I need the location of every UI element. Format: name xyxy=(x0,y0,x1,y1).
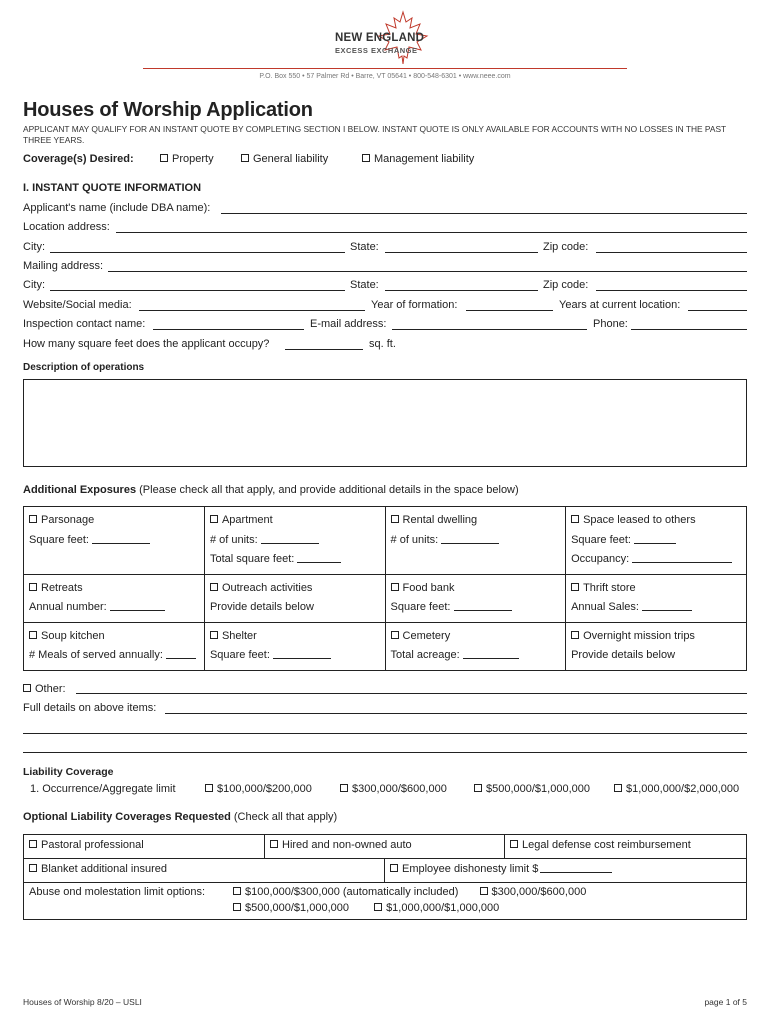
year-formation-label: Year of formation: xyxy=(371,299,458,311)
checkbox-icon xyxy=(474,784,482,792)
checkbox-icon xyxy=(210,515,218,523)
shelter-sqft-field[interactable] xyxy=(273,648,331,659)
coverage-management-liability-checkbox[interactable]: Management liability xyxy=(362,153,474,165)
phone-label: Phone: xyxy=(593,318,628,330)
outreach-checkbox[interactable]: Outreach activities xyxy=(210,579,380,599)
applicant-name-field[interactable] xyxy=(221,213,747,214)
checkbox-icon xyxy=(340,784,348,792)
retreats-checkbox[interactable]: Retreats xyxy=(29,579,199,599)
food-bank-sqft-field[interactable] xyxy=(454,600,512,611)
exposures-heading: Additional Exposures (Please check all that apply, and provide additional details in the space below) xyxy=(23,484,519,496)
liability-title: Liability Coverage xyxy=(23,766,114,778)
abuse-300k-checkbox[interactable]: $300,000/$600,000 xyxy=(480,886,587,898)
apartment-checkbox[interactable]: Apartment xyxy=(210,511,380,531)
logo-line2: EXCESS EXCHANGE xyxy=(335,46,418,55)
checkbox-icon xyxy=(233,903,241,911)
rental-units-label: # of units: xyxy=(390,533,439,546)
section1-title: I. INSTANT QUOTE INFORMATION xyxy=(23,182,202,194)
acreage-label: Total acreage: xyxy=(390,649,460,661)
thrift-store-checkbox[interactable]: Thrift store xyxy=(571,579,741,599)
limit-1m-checkbox[interactable]: $1,000,000/$2,000,000 xyxy=(614,783,739,795)
other-checkbox[interactable]: Other: xyxy=(23,683,66,695)
checkbox-icon xyxy=(29,583,37,591)
footer-page-number: page 1 of 5 xyxy=(704,997,747,1007)
zip-label: Zip code: xyxy=(543,241,589,253)
thrift-sales-label: Annual Sales: xyxy=(571,601,639,613)
checkbox-icon xyxy=(374,903,382,911)
checkbox-icon xyxy=(391,631,399,639)
limit-label: 1. Occurrence/Aggregate limit xyxy=(30,783,176,795)
sq-feet-field[interactable] xyxy=(285,349,363,350)
employee-dishonesty-field[interactable] xyxy=(540,862,612,873)
checkbox-icon xyxy=(241,154,249,162)
footer-form-id: Houses of Worship 8/20 – USLI xyxy=(23,997,142,1007)
employee-dishonesty-checkbox[interactable]: Employee dishonesty limit $ xyxy=(390,860,741,880)
checkbox-icon xyxy=(29,864,37,872)
parsonage-sqft-label: Square feet: xyxy=(29,533,89,546)
overnight-details-label: Provide details below xyxy=(571,649,676,661)
abuse-label: Abuse ond molestation limit options: xyxy=(29,886,206,898)
table-row xyxy=(24,507,747,575)
checkbox-icon xyxy=(480,887,488,895)
checkbox-icon xyxy=(362,154,370,162)
apartment-units-field[interactable] xyxy=(261,533,319,544)
exposures-table xyxy=(23,506,747,671)
shelter-checkbox[interactable]: Shelter xyxy=(210,627,380,647)
full-details-field-2[interactable] xyxy=(23,733,747,734)
other-field[interactable] xyxy=(76,693,747,694)
parsonage-checkbox[interactable]: Parsonage xyxy=(29,511,199,531)
mailing-city-field[interactable] xyxy=(50,290,345,291)
coverage-property-checkbox[interactable]: Property xyxy=(160,153,214,165)
checkbox-icon xyxy=(390,864,398,872)
outreach-details-label: Provide details below xyxy=(209,601,314,613)
checkbox-icon xyxy=(23,684,31,692)
apartment-units-label: # of units: xyxy=(209,533,258,546)
mailing-zip-field[interactable] xyxy=(596,290,747,291)
state-field[interactable] xyxy=(385,252,538,253)
soup-kitchen-checkbox[interactable]: Soup kitchen xyxy=(29,627,199,647)
rental-dwelling-checkbox[interactable]: Rental dwelling xyxy=(391,511,561,531)
table-row xyxy=(24,622,747,670)
checkbox-icon xyxy=(391,583,399,591)
table-row xyxy=(24,574,747,622)
checkbox-icon xyxy=(510,840,518,848)
inspection-contact-label: Inspection contact name: xyxy=(23,318,146,330)
checkbox-icon xyxy=(210,583,218,591)
checkbox-icon xyxy=(29,515,37,523)
email-label: E-mail address: xyxy=(310,318,387,330)
apartment-total-sqft-label: Total square feet: xyxy=(209,553,295,565)
sq-feet-question: How many square feet does the applicant occupy? xyxy=(23,338,270,350)
limit-100k-checkbox[interactable]: $100,000/$200,000 xyxy=(205,783,312,795)
limit-500k-checkbox[interactable]: $500,000/$1,000,000 xyxy=(474,783,590,795)
meals-field[interactable] xyxy=(166,648,196,659)
overnight-trips-checkbox[interactable]: Overnight mission trips xyxy=(571,627,741,647)
checkbox-icon xyxy=(571,515,579,523)
table-row xyxy=(24,835,747,859)
checkbox-icon xyxy=(160,154,168,162)
optional-heading: Optional Liability Coverages Requested (Check all that apply) xyxy=(23,811,338,823)
state-label: State: xyxy=(350,241,379,253)
checkbox-icon xyxy=(29,840,37,848)
year-formation-field[interactable] xyxy=(466,310,553,311)
abuse-1m-checkbox[interactable]: $1,000,000/$1,000,000 xyxy=(374,902,499,914)
blanket-insured-checkbox[interactable]: Blanket additional insured xyxy=(29,860,379,880)
rental-units-field[interactable] xyxy=(441,533,499,544)
coverage-general-liability-checkbox[interactable]: General liability xyxy=(241,153,328,165)
legal-defense-checkbox[interactable]: Legal defense cost reimbursement xyxy=(510,836,741,856)
sq-ft-unit: sq. ft. xyxy=(369,338,396,350)
food-bank-checkbox[interactable]: Food bank xyxy=(391,579,561,599)
years-location-label: Years at current location: xyxy=(559,299,681,311)
header-divider xyxy=(143,68,627,69)
intro-text: APPLICANT MAY QUALIFY FOR AN INSTANT QUOTE BY COMPLETING SECTION I BELOW. INSTANT QUOTE IS ONLY AVAILABLE FOR ACCOUNTS WITH NO LOSSES IN THE PAST THREE YEARS. xyxy=(23,124,727,145)
parsonage-sqft-field[interactable] xyxy=(92,533,150,544)
full-details-field-1[interactable] xyxy=(165,713,747,714)
email-field[interactable] xyxy=(392,329,587,330)
abuse-500k-checkbox[interactable]: $500,000/$1,000,000 xyxy=(233,902,349,914)
apartment-total-sqft-field[interactable] xyxy=(297,552,341,563)
location-address-field[interactable] xyxy=(116,232,747,233)
logo-line1: NEW ENGLAND xyxy=(335,32,425,44)
mailing-city-label: City: xyxy=(23,279,45,291)
optional-table xyxy=(23,834,747,920)
mailing-address-label: Mailing address: xyxy=(23,260,104,272)
location-address-label: Location address: xyxy=(23,221,110,233)
table-row xyxy=(24,859,747,883)
retreats-annual-field[interactable] xyxy=(110,600,165,611)
table-row xyxy=(24,883,747,920)
shelter-sqft-label: Square feet: xyxy=(209,649,270,661)
full-details-field-3[interactable] xyxy=(23,752,747,753)
abuse-100k-checkbox[interactable]: $100,000/$300,000 (automatically included) xyxy=(233,886,458,898)
thrift-sales-field[interactable] xyxy=(642,600,692,611)
cemetery-checkbox[interactable]: Cemetery xyxy=(391,627,561,647)
mailing-zip-label: Zip code: xyxy=(543,279,589,291)
acreage-field[interactable] xyxy=(463,648,519,659)
checkbox-icon xyxy=(233,887,241,895)
food-bank-sqft-label: Square feet: xyxy=(390,601,451,613)
full-details-label: Full details on above items: xyxy=(23,702,157,714)
space-leased-sqft-field[interactable] xyxy=(634,533,676,544)
checkbox-icon xyxy=(29,631,37,639)
mailing-state-field[interactable] xyxy=(385,290,538,291)
checkbox-icon xyxy=(205,784,213,792)
applicant-name-label: Applicant's name (include DBA name): xyxy=(23,202,211,214)
checkbox-icon xyxy=(571,631,579,639)
space-leased-checkbox[interactable]: Space leased to others xyxy=(571,511,741,531)
checkbox-icon xyxy=(614,784,622,792)
page-title: Houses of Worship Application xyxy=(23,99,313,121)
company-logo xyxy=(333,10,443,66)
hired-auto-checkbox[interactable]: Hired and non-owned auto xyxy=(270,836,499,856)
limit-300k-checkbox[interactable]: $300,000/$600,000 xyxy=(340,783,447,795)
checkbox-icon xyxy=(210,631,218,639)
space-leased-sqft-label: Square feet: xyxy=(571,533,631,546)
meals-label: # Meals of served annually: xyxy=(29,649,163,661)
checkbox-icon xyxy=(270,840,278,848)
occupancy-label: Occupancy: xyxy=(571,553,630,565)
zip-field[interactable] xyxy=(596,252,747,253)
phone-field[interactable] xyxy=(631,329,747,330)
checkbox-icon xyxy=(571,583,579,591)
inspection-contact-field[interactable] xyxy=(153,329,304,330)
mailing-address-field[interactable] xyxy=(108,271,747,272)
retreats-annual-label: Annual number: xyxy=(29,601,107,613)
coverage-label: Coverage(s) Desired: xyxy=(23,153,134,165)
website-field[interactable] xyxy=(139,310,365,311)
company-address: P.O. Box 550 • 57 Palmer Rd • Barre, VT 05641 • 800-548-6301 • www.neee.com xyxy=(259,73,511,80)
mailing-state-label: State: xyxy=(350,279,379,291)
website-label: Website/Social media: xyxy=(23,299,132,311)
city-field[interactable] xyxy=(50,252,345,253)
description-textarea[interactable] xyxy=(23,379,747,467)
description-label: Description of operations xyxy=(23,362,145,373)
checkbox-icon xyxy=(391,515,399,523)
years-location-field[interactable] xyxy=(688,310,747,311)
city-label: City: xyxy=(23,241,45,253)
occupancy-field[interactable] xyxy=(632,552,732,563)
pastoral-checkbox[interactable]: Pastoral professional xyxy=(29,836,259,856)
